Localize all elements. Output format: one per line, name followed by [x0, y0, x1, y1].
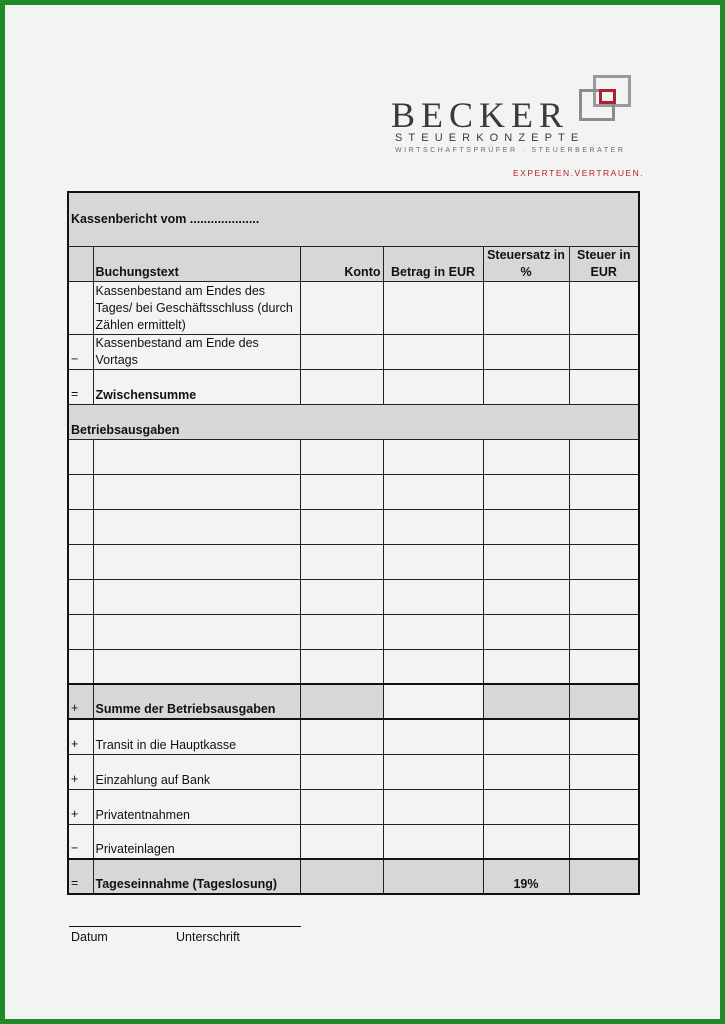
input-cell[interactable] — [383, 509, 483, 544]
input-cell[interactable] — [483, 579, 569, 614]
row-transit-label: Transit in die Hauptkasse — [93, 719, 300, 754]
row-privatein-label: Privateinlagen — [93, 824, 300, 859]
input-cell[interactable] — [483, 649, 569, 684]
row-privatent-op: + — [68, 789, 93, 824]
row-transit-op: + — [68, 719, 93, 754]
document-page — [5, 5, 720, 1019]
input-cell[interactable] — [569, 281, 639, 334]
row-vortag-label: Kassenbestand am Ende des Vortags — [93, 334, 300, 369]
header-op-cell — [68, 246, 93, 281]
kassenbericht-table — [67, 191, 640, 895]
input-cell[interactable] — [569, 649, 639, 684]
input-cell[interactable] — [300, 824, 383, 859]
input-cell[interactable] — [300, 614, 383, 649]
input-cell[interactable] — [300, 474, 383, 509]
input-cell[interactable] — [300, 754, 383, 789]
header-steuer: Steuer in EUR — [569, 246, 639, 281]
input-cell[interactable] — [569, 334, 639, 369]
input-cell[interactable] — [93, 509, 300, 544]
logo-tagline: EXPERTEN.VERTRAUEN. — [513, 168, 645, 178]
expense-row — [68, 614, 639, 649]
input-cell[interactable] — [383, 719, 483, 754]
input-cell[interactable] — [383, 789, 483, 824]
expense-row — [68, 439, 639, 474]
input-cell[interactable] — [483, 789, 569, 824]
signature-line[interactable] — [69, 926, 301, 927]
input-cell[interactable] — [300, 544, 383, 579]
input-cell[interactable] — [483, 281, 569, 334]
input-cell[interactable] — [383, 824, 483, 859]
input-cell[interactable] — [300, 334, 383, 369]
input-cell[interactable] — [300, 789, 383, 824]
input-cell[interactable] — [483, 614, 569, 649]
input-cell[interactable] — [569, 789, 639, 824]
input-cell[interactable] — [483, 824, 569, 859]
header-steuersatz: Steuersatz in % — [483, 246, 569, 281]
input-cell[interactable] — [93, 544, 300, 579]
input-cell[interactable] — [383, 614, 483, 649]
header-betrag: Betrag in EUR — [383, 246, 483, 281]
input-cell[interactable] — [383, 544, 483, 579]
input-cell[interactable] — [569, 544, 639, 579]
input-cell[interactable] — [569, 509, 639, 544]
row-bank-label: Einzahlung auf Bank — [93, 754, 300, 789]
row-zwischensumme-op: = — [68, 369, 93, 404]
input-cell[interactable] — [93, 439, 300, 474]
expense-row — [68, 579, 639, 614]
input-cell[interactable] — [383, 579, 483, 614]
input-cell[interactable] — [483, 509, 569, 544]
input-cell[interactable] — [483, 474, 569, 509]
input-cell[interactable] — [93, 614, 300, 649]
input-cell[interactable] — [300, 579, 383, 614]
input-cell[interactable] — [383, 281, 483, 334]
expense-row — [68, 544, 639, 579]
logo-subtitle: STEUERKONZEPTE — [395, 132, 585, 144]
row-zwischensumme-label: Zwischensumme — [93, 369, 300, 404]
input-cell[interactable] — [383, 754, 483, 789]
row-summe-op: + — [68, 684, 93, 719]
input-cell[interactable] — [483, 439, 569, 474]
expense-row — [68, 474, 639, 509]
input-cell[interactable] — [300, 649, 383, 684]
input-cell[interactable] — [569, 439, 639, 474]
row-vortag-op: − — [68, 334, 93, 369]
input-cell[interactable] — [300, 369, 383, 404]
row-privatent-label: Privatentnahmen — [93, 789, 300, 824]
input-cell[interactable] — [483, 544, 569, 579]
input-cell[interactable] — [383, 684, 483, 719]
input-cell[interactable] — [300, 439, 383, 474]
section-betriebsausgaben: Betriebsausgaben — [68, 404, 639, 439]
expense-row — [68, 649, 639, 684]
logo-wordmark: BECKER — [391, 95, 570, 135]
input-cell[interactable] — [569, 369, 639, 404]
input-cell[interactable] — [383, 369, 483, 404]
input-cell[interactable] — [93, 474, 300, 509]
header-konto: Konto — [300, 246, 383, 281]
input-cell[interactable] — [93, 579, 300, 614]
expense-row — [68, 509, 639, 544]
signature-unterschrift-label: Unterschrift — [176, 930, 240, 944]
input-cell[interactable] — [383, 649, 483, 684]
input-cell[interactable] — [483, 754, 569, 789]
input-cell[interactable] — [569, 579, 639, 614]
row-kassenbestand-label: Kassenbestand am Endes des Tages/ bei Geschäftsschluss (durch Zählen ermittelt) — [93, 281, 300, 334]
header-buchungstext: Buchungstext — [93, 246, 300, 281]
row-summe-label: Summe der Betriebsausgaben — [93, 684, 300, 719]
becker-logo — [391, 73, 645, 183]
input-cell[interactable] — [483, 719, 569, 754]
input-cell[interactable] — [483, 334, 569, 369]
row-tages-rate: 19% — [483, 859, 569, 894]
logo-profession: WIRTSCHAFTSPRÜFER · STEUERBERATER — [395, 147, 626, 154]
input-cell[interactable] — [569, 719, 639, 754]
signature-datum-label: Datum — [71, 930, 108, 944]
input-cell[interactable] — [569, 824, 639, 859]
row-tages-label: Tageseinnahme (Tageslosung) — [93, 859, 300, 894]
input-cell[interactable] — [383, 334, 483, 369]
input-cell[interactable] — [93, 649, 300, 684]
row-bank-op: + — [68, 754, 93, 789]
input-cell[interactable] — [300, 719, 383, 754]
input-cell[interactable] — [483, 369, 569, 404]
input-cell[interactable] — [569, 474, 639, 509]
input-cell[interactable] — [383, 474, 483, 509]
input-cell[interactable] — [300, 509, 383, 544]
logo-squares-icon — [579, 75, 635, 119]
input-cell[interactable] — [300, 281, 383, 334]
input-cell[interactable] — [383, 439, 483, 474]
form-title: Kassenbericht vom .................... — [68, 192, 639, 246]
input-cell[interactable] — [569, 754, 639, 789]
input-cell[interactable] — [569, 614, 639, 649]
row-tages-op: = — [68, 859, 93, 894]
row-privatein-op: − — [68, 824, 93, 859]
